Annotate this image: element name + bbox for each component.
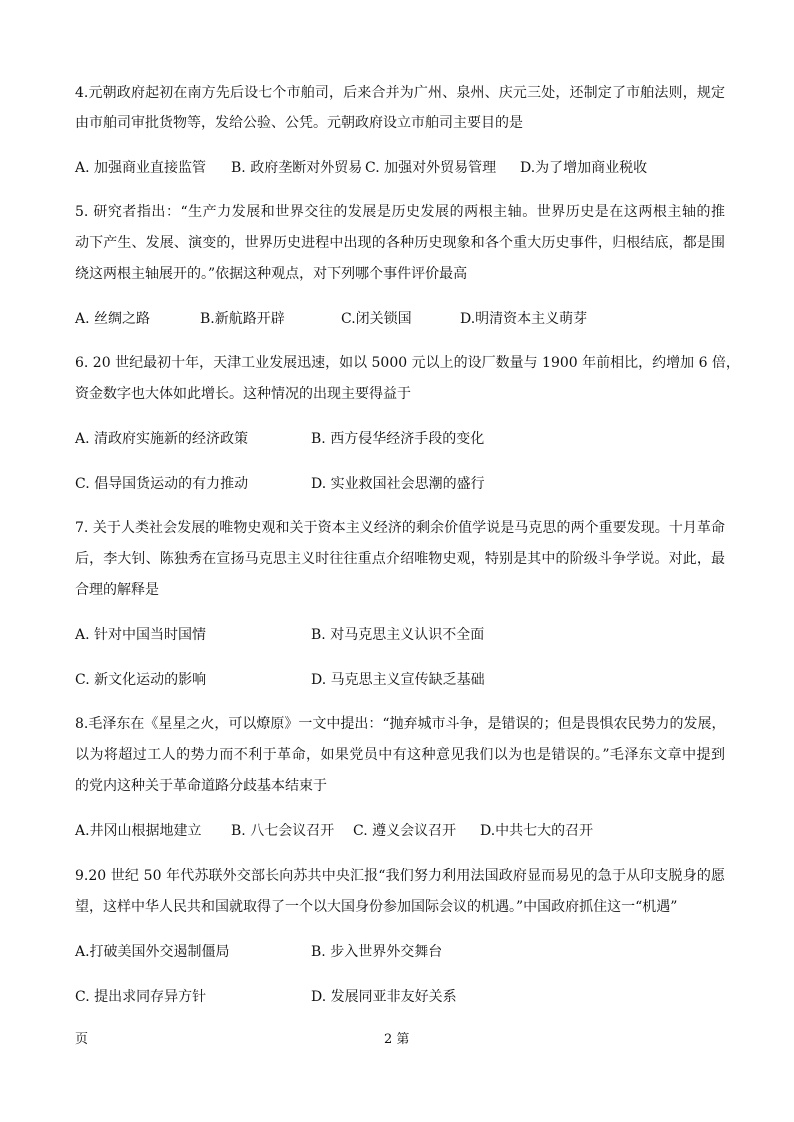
question-6-option-d: D. 实业救国社会思潮的盛行 (311, 476, 485, 492)
question-5-option-a: A. 丝绸之路 (75, 311, 151, 327)
question-9-option-b: B. 步入世界外交舞台 (311, 944, 443, 960)
question-6-option-a: A. 清政府实施新的经济政策 (75, 431, 249, 447)
question-8-option-c: C. 遵义会议召开 (353, 823, 457, 839)
question-7-option-d: D. 马克思主义宣传缺乏基础 (311, 672, 485, 688)
question-8-option-d: D.中共七大的召开 (480, 823, 594, 839)
footer-page-number: 2 第 (384, 1032, 410, 1047)
question-5-line-3: 绕这两根主轴展开的。”依据这种观点，对下列哪个事件评价最高 (75, 266, 468, 282)
question-8-line-2: 以为将超过工人的势力而不利于革命，如果党员中有这种意见我们以为也是错误的。”毛泽东文章中提到 (75, 747, 725, 763)
question-8-option-a: A.井冈山根据地建立 (75, 823, 202, 839)
question-7-line-3: 合理的解释是 (75, 582, 159, 598)
question-5-line-2: 动下产生、发展、演变的，世界历史进程中出现的各种历史现象和各个重大历史事件，归根结底，都是围 (75, 235, 725, 251)
question-8-option-b: B. 八七会议召开 (231, 823, 335, 839)
question-9-line-1: 9.20 世纪 50 年代苏联外交部长向苏共中央汇报“我们努力利用法国政府显而易见的急于从印支脱身的愿 (75, 868, 725, 884)
question-4-option-c: C. 加强对外贸易管理 (365, 160, 497, 176)
footer-page-label: 页 (75, 1032, 89, 1047)
question-6-line-2: 资金数字也大体如此增长。这种情况的出现主要得益于 (75, 386, 411, 402)
question-7-line-1: 7. 关于人类社会发展的唯物史观和关于资本主义经济的剩余价值学说是马克思的两个重要发现。十月革命 (75, 520, 725, 536)
question-8-line-3: 的党内这种关于革命道路分歧基本结束于 (75, 778, 327, 794)
question-5-option-c: C.闭关锁国 (341, 311, 412, 327)
question-9-option-d: D. 发展同亚非友好关系 (311, 989, 457, 1005)
question-4-line-1: 4.元朝政府起初在南方先后设七个市舶司，后来合并为广州、泉州、庆元三处，还制定了市舶法则，规定 (75, 85, 725, 101)
question-9-option-a: A.打破美国外交遏制僵局 (75, 944, 230, 960)
question-8-line-1: 8.毛泽东在《星星之火，可以燎原》一文中提出：“抛弃城市斗争，是错误的；但是畏惧农民势力的发展， (75, 716, 726, 732)
question-4-option-b: B. 政府垄断对外贸易 (231, 160, 363, 176)
question-5-line-1: 5. 研究者指出：“生产力发展和世界交往的发展是历史发展的两根主轴。世界历史是在这两根主轴的推 (75, 204, 725, 220)
question-5-option-b: B.新航路开辟 (200, 311, 285, 327)
question-9-option-c: C. 提出求同存异方针 (75, 989, 207, 1005)
question-5-option-d: D.明清资本主义萌芽 (460, 311, 588, 327)
question-4-option-d: D.为了增加商业税收 (520, 160, 648, 176)
question-6-option-c: C. 倡导国货运动的有力推动 (75, 476, 249, 492)
question-7-option-c: C. 新文化运动的影响 (75, 672, 207, 688)
question-6-line-1: 6. 20 世纪最初十年，天津工业发展迅速，如以 5000 元以上的设厂数量与 1900 年前相比，约增加 6 倍， (75, 355, 740, 371)
question-7-line-2: 后，李大钊、陈独秀在宣扬马克思主义时往往重点介绍唯物史观，特别是其中的阶级斗争学说。对此，最 (75, 551, 725, 567)
question-7-option-b: B. 对马克思主义认识不全面 (311, 627, 485, 643)
question-6-option-b: B. 西方侵华经济手段的变化 (311, 431, 485, 447)
question-9-line-2: 望，这样中华人民共和国就取得了一个以大国身份参加国际会议的机遇。”中国政府抓住这一“机遇” (75, 899, 678, 915)
question-4-option-a: A. 加强商业直接监管 (75, 160, 207, 176)
question-7-option-a: A. 针对中国当时国情 (75, 627, 207, 643)
question-4-line-2: 由市舶司审批货物等，发给公验、公凭。元朝政府设立市舶司主要目的是 (75, 115, 523, 131)
